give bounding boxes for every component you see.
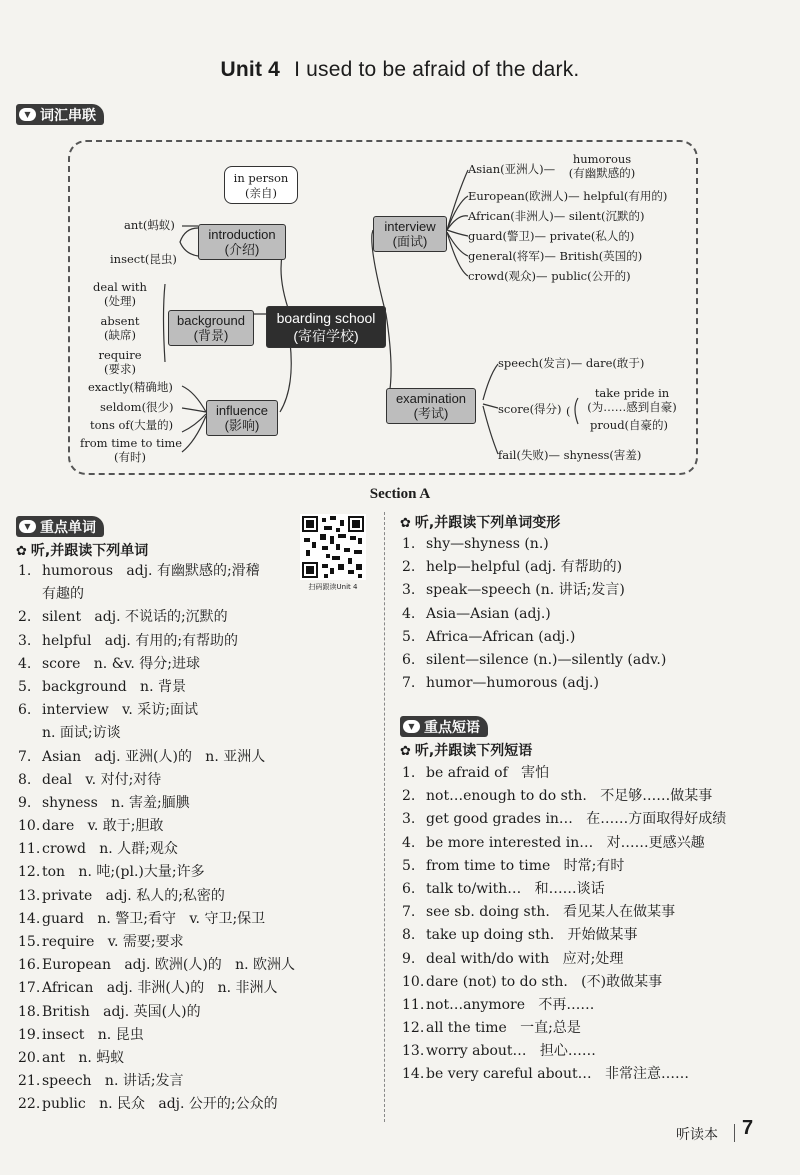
deal-with-en: deal with [93, 280, 147, 294]
word-item [18, 861, 295, 884]
phrase-item [402, 808, 726, 831]
key-phrases-label: 重点短语 [424, 719, 480, 736]
phrase-item-number: 12. [402, 1020, 425, 1037]
phrase-item-text: deal with/do with 应对;处理 [426, 950, 624, 967]
word-item [18, 630, 295, 653]
right-heading-2 [400, 740, 532, 760]
phrase-item [402, 878, 726, 901]
score-leaf: score(得分) [498, 402, 562, 416]
word-item-text: silent adj. 不说话的;沉默的 [42, 609, 228, 626]
word-item-number: 8. [18, 771, 32, 788]
interview-en: interview [384, 219, 436, 234]
phrase-item [402, 1063, 726, 1086]
word-item-number: 11. [18, 841, 41, 858]
flower-icon: ✿ [16, 544, 27, 559]
word-item-text: score n. &v. 得分;进球 [42, 655, 201, 672]
word-item-text: ton n. 吨;(pl.)大量;许多 [42, 864, 205, 881]
word-item-number: 1. [18, 563, 32, 579]
form-item-text: Asia—Asian (adj.) [426, 605, 551, 622]
crowd-leaf: crowd(观众)— public(公开的) [468, 269, 631, 283]
key-words-label: 重点单词 [40, 519, 96, 536]
proud-leaf: proud(自豪的) [590, 418, 669, 432]
word-item-text: guard n. 警卫;看守 v. 守卫;保卫 [42, 910, 266, 927]
word-item-text: dare v. 敢于;胆敢 [42, 818, 164, 835]
right-heading-1 [400, 512, 560, 532]
word-item-text: crowd n. 人群;观众 [42, 841, 178, 858]
take-pride-en: take pride in [594, 386, 670, 400]
word-item-number: 14. [18, 910, 41, 927]
footer-separator [734, 1124, 735, 1142]
word-item-text: n. 面试;访谈 [42, 725, 121, 742]
phrase-item [402, 924, 726, 947]
word-item [18, 908, 295, 931]
word-item [18, 792, 295, 815]
word-item-number: 5. [18, 678, 32, 695]
qr-code[interactable] [300, 514, 366, 580]
word-forms-list [402, 533, 666, 695]
word-item-text: European adj. 欧洲(人)的 n. 欧洲人 [42, 957, 296, 974]
word-item-number: 19. [18, 1026, 41, 1043]
word-item [18, 653, 295, 676]
absent-en: absent [100, 314, 140, 328]
from-time-zh: (有时) [114, 450, 146, 464]
phrase-item-number: 14. [402, 1066, 425, 1083]
require-en: require [98, 348, 142, 362]
phrase-item-text: be more interested in… 对……更感兴趣 [426, 834, 705, 851]
humorous-en: humorous [572, 152, 632, 166]
humorous-zh: (有幽默感的) [568, 166, 636, 180]
form-item-text: shy—shyness (n.) [426, 536, 549, 552]
word-item [18, 769, 295, 792]
form-item-number: 1. [402, 536, 416, 552]
word-item-text: public n. 民众 adj. 公开的;公众的 [42, 1096, 278, 1113]
phrase-item-text: see sb. doing sth. 看见某人在做某事 [426, 904, 676, 921]
form-item-text: silent—silence (n.)—silently (adv.) [426, 651, 667, 668]
phrase-item-text: talk to/with… 和……谈话 [426, 880, 605, 897]
word-item-text: helpful adj. 有用的;有帮助的 [42, 632, 239, 649]
form-item [402, 579, 666, 602]
insect-leaf: insect(昆虫) [110, 252, 177, 266]
absent-zh: (缺席) [104, 328, 136, 342]
chevron-down-icon: ▼ [19, 108, 36, 121]
phrase-item-text: get good grades in… 在……方面取得好成绩 [426, 811, 727, 828]
phrase-item [402, 1040, 726, 1063]
word-item [18, 1001, 295, 1024]
word-item [18, 746, 295, 769]
left-heading-text: 听,并跟读下列单词 [30, 543, 149, 559]
in-person-callout [224, 166, 298, 204]
phrase-item-text: be afraid of 害怕 [426, 765, 550, 781]
key-words-tag [16, 514, 104, 537]
word-item-text: require v. 需要;要求 [42, 934, 184, 950]
phrase-item-number: 9. [402, 950, 416, 967]
phrase-item-text: worry about… 担心…… [426, 1043, 596, 1060]
asian-leaf: Asian(亚洲人)— [468, 162, 556, 176]
word-item [18, 1024, 295, 1047]
in-person-zh: (亲自) [245, 186, 277, 200]
word-item [18, 977, 295, 1000]
ant-leaf: ant(蚂蚁) [124, 218, 175, 232]
left-heading [16, 540, 148, 560]
word-item-number: 9. [18, 794, 32, 811]
phrase-item-text: all the time 一直;总是 [426, 1020, 581, 1037]
phrase-item [402, 762, 726, 785]
qr-caption: 扫码跟读Unit 4 [308, 583, 358, 591]
form-item [402, 649, 666, 672]
interview-node [373, 216, 447, 252]
word-item-number: 3. [18, 632, 32, 649]
word-item-number: 17. [18, 980, 41, 997]
word-item-text: shyness n. 害羞;腼腆 [42, 794, 190, 811]
phrase-item-text: dare (not) to do sth. (不)敢做某事 [426, 973, 663, 990]
word-item [18, 954, 295, 977]
background-node [168, 310, 254, 346]
form-item-text: humor—humorous (adj.) [426, 675, 599, 692]
african-leaf: African(非洲人)— silent(沉默的) [468, 209, 645, 223]
word-item-number: 2. [18, 609, 32, 626]
phrase-item-number: 6. [402, 880, 416, 897]
interview-zh: (面试) [392, 234, 428, 249]
introduction-en: introduction [208, 227, 276, 242]
page-title [0, 58, 800, 82]
word-item [18, 1047, 295, 1070]
vocab-chain-tag [16, 102, 104, 125]
chevron-down-icon: ▼ [403, 720, 420, 733]
word-item-text: Asian adj. 亚洲(人)的 n. 亚洲人 [42, 748, 266, 765]
word-item-number: 10. [18, 818, 41, 835]
phrase-item-number: 3. [402, 811, 416, 828]
phrase-item-number: 1. [402, 765, 416, 781]
phrase-item-text: not…anymore 不再…… [426, 996, 595, 1013]
word-item [18, 838, 295, 861]
word-item-text: humorous adj. 有幽默感的;滑稽 [42, 563, 260, 579]
examination-node [386, 388, 476, 424]
word-item-number: 21. [18, 1073, 41, 1090]
form-item-text: Africa—African (adj.) [426, 628, 576, 645]
word-item [18, 606, 295, 629]
exactly-leaf: exactly(精确地) [88, 380, 173, 394]
word-item [18, 1070, 295, 1093]
form-item-number: 2. [402, 559, 416, 576]
european-leaf: European(欧洲人)— helpful(有用的) [468, 189, 668, 203]
phrase-item-number: 13. [402, 1043, 425, 1060]
word-item-text: background n. 背景 [42, 678, 186, 695]
introduction-zh: (介绍) [224, 242, 260, 257]
take-pride-zh: (为……感到自豪) [587, 400, 677, 414]
mind-map: in person (亲自) introduction (介绍) ant(蚂蚁) insect(昆虫) background (背景) deal with (处理) absent (缺席) require (要求) boarding school (寄宿学校) influence (影响) exactly(精确地) seldom(很少) tons of(大量的) from time to time (有时) interview (面试) Asian(亚洲人)— humorous (有幽默感的) European(欧洲人)— helpful(有用的) African(非洲人)— silent(沉默的) guard(警卫)— private(私人的) general(将军)— British(英国的) crowd(观众)— public(公开的) examination (考试) speech(发言)— dare(敢于) score(得分) ( take pride in (为……感到自豪) proud(自豪的) fail(失败)— shyness(害羞) [68, 140, 698, 475]
background-en: background [177, 313, 245, 328]
phrase-item-number: 8. [402, 927, 416, 944]
word-item-text: ant n. 蚂蚁 [42, 1049, 125, 1066]
form-item [402, 533, 666, 556]
phrase-item-text: take up doing sth. 开始做某事 [426, 927, 638, 944]
vocab-chain-label: 词汇串联 [40, 107, 96, 124]
word-item-text: African adj. 非洲(人)的 n. 非洲人 [42, 980, 278, 997]
form-item-text: speak—speech (n. 讲话;发言) [426, 582, 625, 599]
word-item [18, 885, 295, 908]
word-item [18, 560, 295, 583]
form-item-number: 6. [402, 651, 416, 668]
form-item-text: help—helpful (adj. 有帮助的) [426, 559, 623, 576]
phrase-item-number: 5. [402, 857, 416, 874]
phrase-item-number: 7. [402, 904, 416, 921]
phrase-item-number: 11. [402, 996, 425, 1013]
form-item-number: 5. [402, 628, 416, 645]
right-heading-2-text: 听,并跟读下列短语 [414, 743, 533, 759]
phrase-item [402, 994, 726, 1017]
introduction-node [198, 224, 286, 260]
tons-of-leaf: tons of(大量的) [90, 418, 174, 432]
influence-en: influence [215, 403, 269, 418]
phrase-item [402, 855, 726, 878]
examination-zh: (考试) [413, 406, 449, 421]
seldom-leaf: seldom(很少) [100, 400, 174, 414]
chevron-down-icon: ▼ [19, 520, 36, 533]
phrase-item-text: be very careful about… 非常注意…… [426, 1066, 689, 1083]
form-item [402, 556, 666, 579]
phrase-item [402, 1017, 726, 1040]
phrase-item-text: not…enough to do sth. 不足够……做某事 [426, 788, 713, 805]
right-heading-1-text: 听,并跟读下列单词变形 [414, 515, 561, 531]
word-item-text: insect n. 昆虫 [42, 1026, 144, 1043]
word-item [18, 815, 295, 838]
word-item-number: 20. [18, 1049, 41, 1066]
phrase-item-number: 4. [402, 834, 416, 851]
phrase-item [402, 832, 726, 855]
guard-leaf: guard(警卫)— private(私人的) [468, 229, 635, 243]
word-item [18, 699, 295, 722]
in-person-en: in person [233, 171, 289, 185]
qr-code-image [300, 514, 366, 580]
phrase-item-text: from time to time 时常;有时 [426, 857, 625, 874]
word-item [18, 676, 295, 699]
form-item-number: 7. [402, 675, 416, 692]
center-en: boarding school [276, 310, 376, 326]
general-leaf: general(将军)— British(英国的) [468, 249, 643, 263]
from-time-en: from time to time [80, 436, 183, 450]
form-item [402, 672, 666, 695]
word-item-number: 6. [18, 702, 32, 719]
word-item [18, 722, 295, 745]
key-words-list [18, 560, 295, 1117]
flower-icon: ✿ [400, 744, 411, 759]
word-item-number: 13. [18, 887, 41, 904]
deal-with-zh: (处理) [104, 294, 136, 308]
influence-zh: (影响) [224, 418, 260, 433]
word-item-number: 7. [18, 748, 32, 765]
key-phrases-list [402, 762, 726, 1087]
page-number: 7 [742, 1117, 754, 1139]
speech-leaf: speech(发言)— dare(敢于) [498, 356, 645, 370]
phrase-item [402, 785, 726, 808]
unit-title: I used to be afraid of the dark. [294, 58, 580, 81]
phrase-item [402, 901, 726, 924]
phrase-item-number: 10. [402, 973, 425, 990]
word-item [18, 931, 295, 954]
flower-icon: ✿ [400, 516, 411, 531]
require-zh: (要求) [104, 362, 136, 376]
word-item [18, 583, 295, 606]
word-item-number: 18. [18, 1003, 41, 1020]
word-item-text: 有趣的 [42, 586, 84, 603]
word-item-number: 4. [18, 655, 32, 672]
center-zh: (寄宿学校) [293, 328, 359, 344]
word-item-number: 12. [18, 864, 41, 881]
section-title: Section A [369, 486, 431, 502]
examination-en: examination [395, 391, 467, 406]
form-item [402, 626, 666, 649]
unit-number: Unit 4 [220, 58, 281, 81]
column-divider [384, 512, 385, 1122]
boarding-school-node [266, 306, 386, 348]
background-zh: (背景) [193, 328, 229, 343]
word-item-text: British adj. 英国(人)的 [42, 1003, 201, 1020]
form-item-number: 4. [402, 605, 416, 622]
word-item-text: interview v. 采访;面试 [42, 702, 198, 719]
form-item [402, 603, 666, 626]
word-item-number: 15. [18, 934, 41, 950]
phrase-item-number: 2. [402, 788, 416, 805]
influence-node [206, 400, 278, 436]
word-item-text: speech n. 讲话;发言 [42, 1073, 184, 1090]
word-item-number: 22. [18, 1096, 41, 1113]
phrase-item [402, 948, 726, 971]
fail-leaf: fail(失败)— shyness(害羞) [498, 448, 642, 462]
footer-label: 听读本 [676, 1127, 718, 1143]
word-item-text: deal v. 对付;对待 [42, 771, 162, 788]
phrase-item [402, 971, 726, 994]
word-item [18, 1093, 295, 1116]
word-item-number: 16. [18, 957, 41, 974]
key-phrases-tag [400, 714, 488, 737]
word-item-text: private adj. 私人的;私密的 [42, 887, 225, 904]
form-item-number: 3. [402, 582, 416, 599]
